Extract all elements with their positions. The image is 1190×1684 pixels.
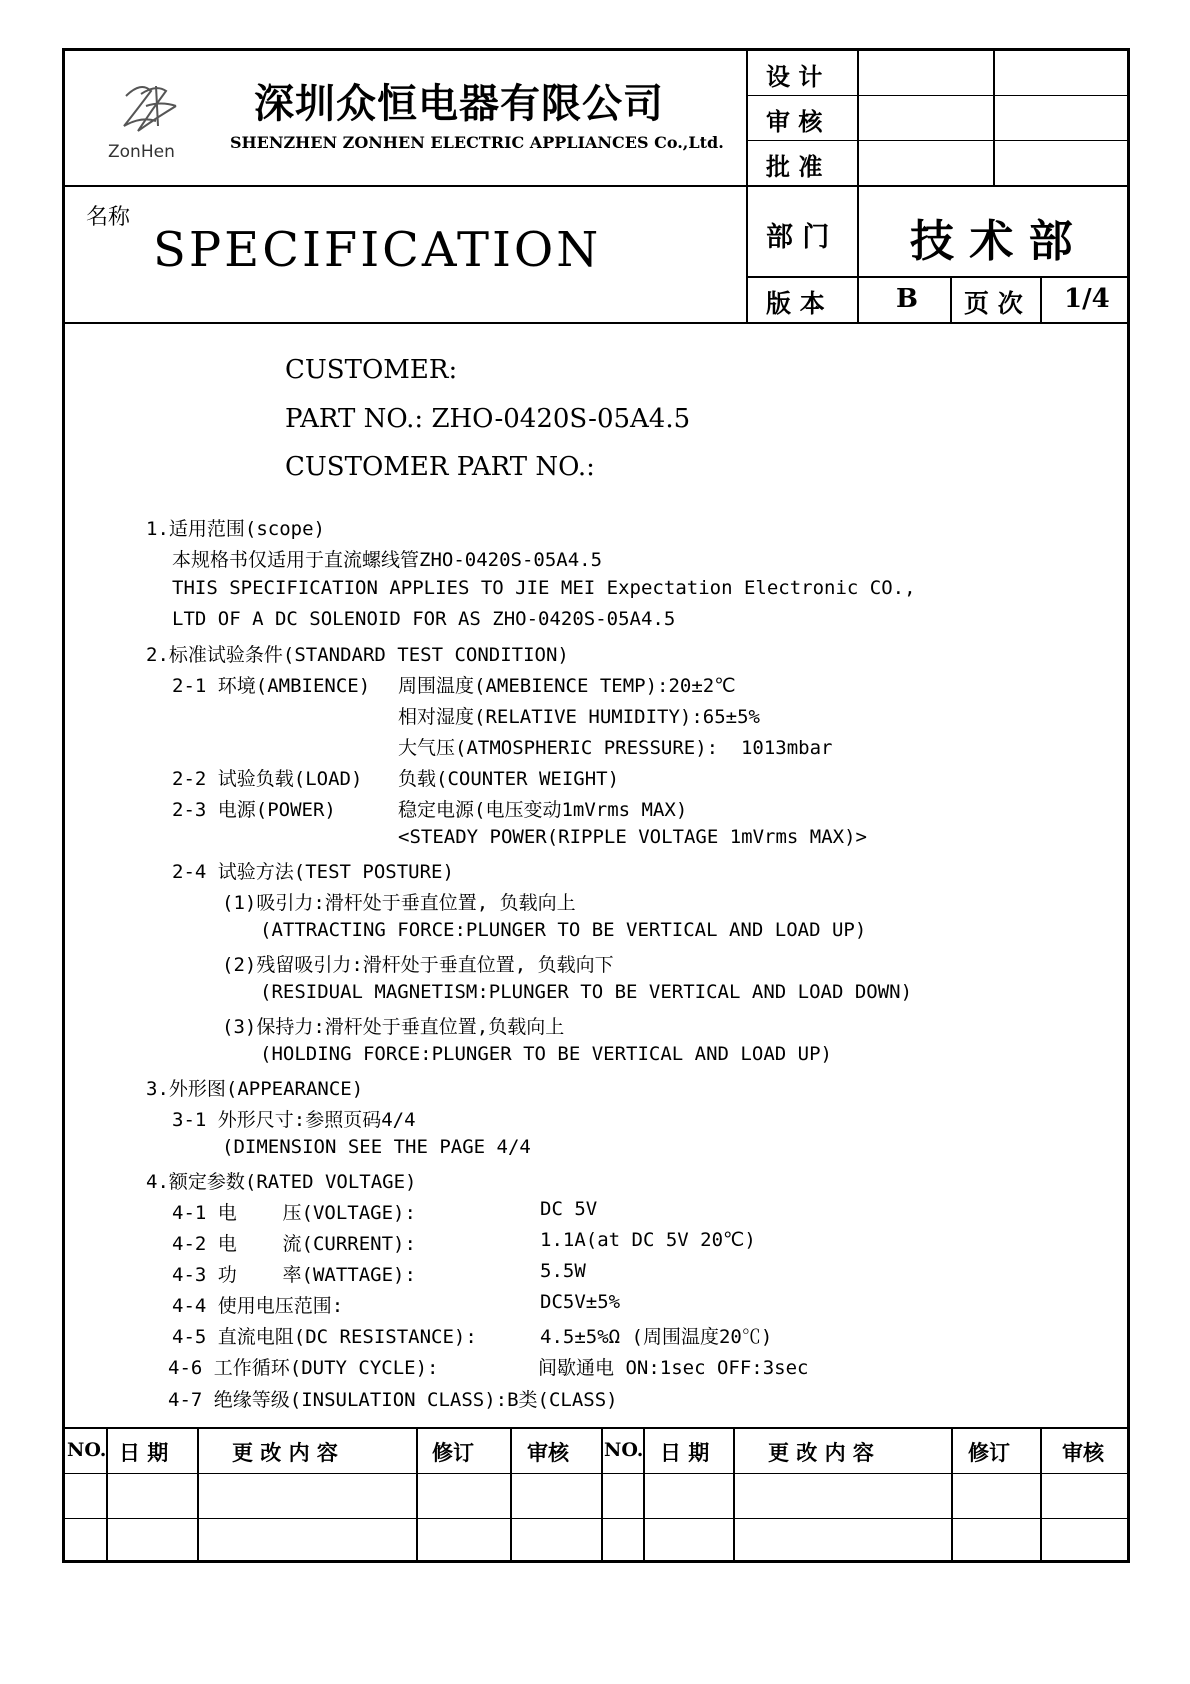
item-2-3-value: 稳定电源(电压变动1mVrms MAX) bbox=[398, 799, 688, 821]
version-col-b bbox=[950, 276, 952, 323]
rev-header-revise-2: 修订 bbox=[968, 1441, 1010, 1465]
posture-3-en: (HOLDING FORCE:PLUNGER TO BE VERTICAL AND LOAD UP) bbox=[260, 1043, 832, 1065]
rev-header-date: 日 期 bbox=[119, 1441, 169, 1465]
item-4-1-label: 4-1 电 压(VOLTAGE): bbox=[172, 1202, 416, 1224]
dept-divider bbox=[857, 186, 859, 323]
item-4-6-label: 4-6 工作循环(DUTY CYCLE): bbox=[168, 1357, 439, 1379]
item-4-7: 4-7 绝缘等级(INSULATION CLASS):B类(CLASS) bbox=[168, 1389, 618, 1411]
item-2-3-label: 2-3 电源(POWER) bbox=[172, 799, 336, 821]
sign-grid-col1 bbox=[857, 48, 859, 186]
rev-col-4 bbox=[510, 1428, 512, 1562]
item-4-4-label: 4-4 使用电压范围: bbox=[172, 1295, 344, 1317]
zonhen-logo-icon bbox=[96, 76, 206, 146]
name-label: 名称 bbox=[86, 205, 131, 230]
company-name-en: SHENZHEN ZONHEN ELECTRIC APPLIANCES Co.,Ltd. bbox=[230, 133, 724, 152]
sign-row-line-1 bbox=[746, 95, 1130, 96]
sign-row-line-2 bbox=[746, 140, 1130, 141]
item-4-4-value: DC5V±5% bbox=[540, 1291, 621, 1313]
rev-col-2 bbox=[197, 1428, 199, 1562]
item-4-5-value: 4.5±5%Ω (周围温度20℃) bbox=[540, 1326, 773, 1348]
item-4-2-label: 4-2 电 流(CURRENT): bbox=[172, 1233, 416, 1255]
rev-header-content: 更 改 内 容 bbox=[232, 1441, 338, 1465]
posture-1-cn: (1)吸引力:滑杆处于垂直位置, 负载向上 bbox=[222, 892, 576, 914]
item-2-2-value: 负载(COUNTER WEIGHT) bbox=[398, 768, 620, 790]
rev-col-3 bbox=[416, 1428, 418, 1562]
item-4-6-value: 间歇通电 ON:1sec OFF:3sec bbox=[538, 1357, 809, 1379]
rev-header-content-2: 更 改 内 容 bbox=[768, 1441, 874, 1465]
page-value: 1/4 bbox=[1064, 284, 1110, 314]
rev-header-revise: 修订 bbox=[432, 1441, 474, 1465]
customer-part-no-line: CUSTOMER PART NO.: bbox=[285, 452, 595, 482]
customer-line: CUSTOMER: bbox=[285, 355, 458, 385]
version-col-page bbox=[1040, 276, 1042, 323]
section-1-title: 1.适用范围(scope) bbox=[146, 518, 325, 540]
scope-cn: 本规格书仅适用于直流螺线管ZHO-0420S-05A4.5 bbox=[172, 549, 603, 571]
rev-header-no: NO. bbox=[67, 1439, 107, 1461]
rev-header-review: 审核 bbox=[527, 1441, 569, 1465]
scope-en-1: THIS SPECIFICATION APPLIES TO JIE MEI Expectation Electronic CO., bbox=[172, 577, 916, 599]
header-divider bbox=[62, 185, 1130, 187]
dept-label: 部 门 bbox=[766, 222, 830, 253]
section-2-title: 2.标准试验条件(STANDARD TEST CONDITION) bbox=[146, 644, 569, 666]
revision-table-top bbox=[62, 1427, 1130, 1429]
item-4-2-value: 1.1A(at DC 5V 20℃) bbox=[540, 1229, 756, 1251]
rev-header-review-2: 审核 bbox=[1062, 1441, 1104, 1465]
item-2-1-humidity: 相对湿度(RELATIVE HUMIDITY):65±5% bbox=[398, 706, 760, 728]
item-2-3-value-en: <STEADY POWER(RIPPLE VOLTAGE 1mVrms MAX)> bbox=[398, 826, 867, 848]
page-label: 页 次 bbox=[964, 289, 1023, 318]
item-2-1-temp: 周围温度(AMEBIENCE TEMP):20±2℃ bbox=[398, 675, 736, 697]
version-divider bbox=[746, 276, 1130, 278]
rev-header-date-2: 日 期 bbox=[660, 1441, 710, 1465]
posture-2-cn: (2)残留吸引力:滑杆处于垂直位置, 负载向下 bbox=[222, 954, 614, 976]
item-4-3-label: 4-3 功 率(WATTAGE): bbox=[172, 1264, 416, 1286]
item-2-1-pressure: 大气压(ATMOSPHERIC PRESSURE): 1013mbar bbox=[398, 737, 833, 759]
item-4-3-value: 5.5W bbox=[540, 1260, 586, 1282]
posture-1-en: (ATTRACTING FORCE:PLUNGER TO BE VERTICAL AND LOAD UP) bbox=[260, 919, 867, 941]
item-3-1-cn: 3-1 外形尺寸:参照页码4/4 bbox=[172, 1109, 416, 1131]
item-2-2-label: 2-2 试验负载(LOAD) bbox=[172, 768, 363, 790]
sign-label-approve: 批 准 bbox=[766, 153, 823, 181]
rev-col-5 bbox=[601, 1428, 603, 1562]
sign-label-design: 设 计 bbox=[766, 63, 823, 91]
revision-table-row-2 bbox=[62, 1518, 1130, 1519]
version-label: 版 本 bbox=[766, 289, 825, 318]
logo bbox=[96, 76, 206, 166]
revision-table-row-1 bbox=[62, 1473, 1130, 1474]
rev-col-9 bbox=[1040, 1428, 1042, 1562]
scope-en-2: LTD OF A DC SOLENOID FOR AS ZHO-0420S-05A4.5 bbox=[172, 608, 676, 630]
item-2-4-label: 2-4 试验方法(TEST POSTURE) bbox=[172, 861, 454, 883]
rev-header-no-2: NO. bbox=[604, 1439, 644, 1461]
item-4-1-value: DC 5V bbox=[540, 1198, 598, 1220]
company-name-cn: 深圳众恒电器有限公司 bbox=[254, 81, 664, 127]
doc-title: SPECIFICATION bbox=[153, 222, 602, 278]
logo-text: ZonHen bbox=[108, 142, 175, 162]
version-value: B bbox=[896, 284, 918, 314]
item-3-1-en: (DIMENSION SEE THE PAGE 4/4 bbox=[222, 1136, 531, 1158]
section-3-title: 3.外形图(APPEARANCE) bbox=[146, 1078, 364, 1100]
dept-value: 技 术 部 bbox=[910, 216, 1073, 267]
title-divider bbox=[62, 322, 1130, 324]
rev-col-8 bbox=[951, 1428, 953, 1562]
posture-3-cn: (3)保持力:滑杆处于垂直位置,负载向上 bbox=[222, 1016, 565, 1038]
part-no-line: PART NO.: ZHO-0420S-05A4.5 bbox=[285, 404, 691, 434]
rev-col-7 bbox=[733, 1428, 735, 1562]
item-4-5-label: 4-5 直流电阻(DC RESISTANCE): bbox=[172, 1326, 477, 1348]
posture-2-en: (RESIDUAL MAGNETISM:PLUNGER TO BE VERTICAL AND LOAD DOWN) bbox=[260, 981, 913, 1003]
item-2-1-label: 2-1 环境(AMBIENCE) bbox=[172, 675, 371, 697]
section-4-title: 4.额定参数(RATED VOLTAGE) bbox=[146, 1171, 417, 1193]
sign-grid-left bbox=[746, 48, 748, 324]
sign-label-review: 审 核 bbox=[766, 108, 823, 136]
sign-grid-col2 bbox=[993, 48, 995, 186]
